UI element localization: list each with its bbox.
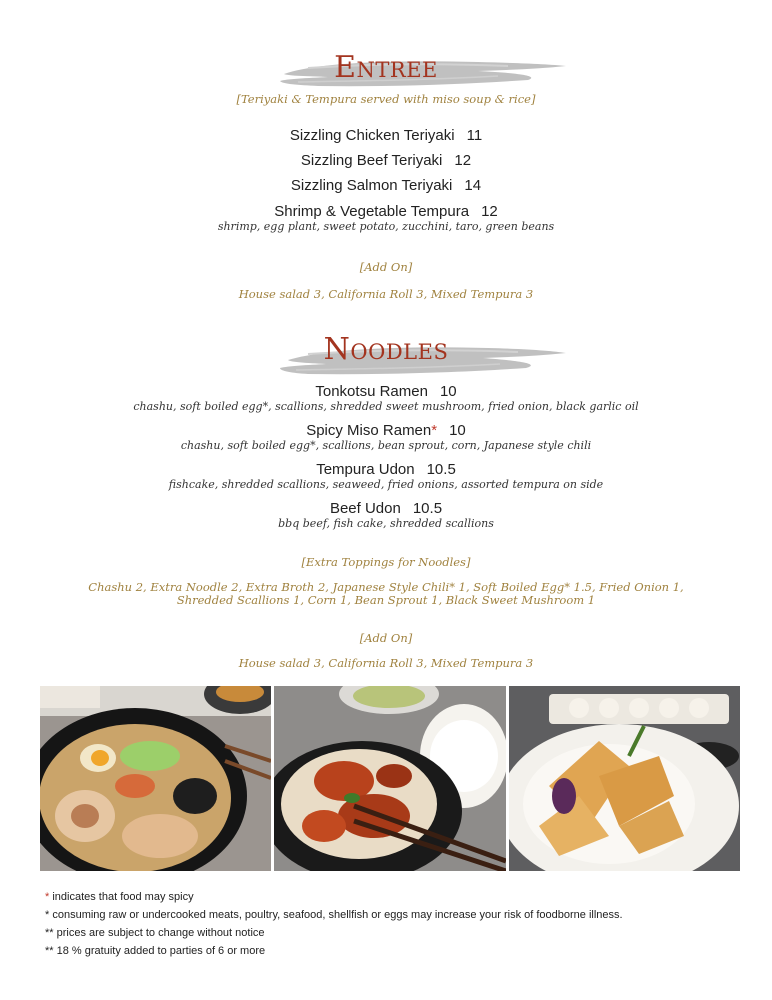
- menu-item: [0, 383, 772, 400]
- item-price: 10.5: [412, 500, 443, 517]
- footer-note-raw: * consuming raw or undercooked meats, poultry, seafood, shellfish or eggs may increase your risk of foodborne illness.: [45, 909, 623, 921]
- toppings-line: Shredded Scallions 1, Corn 1, Bean Sprout 1, Black Sweet Mushroom 1: [176, 593, 596, 607]
- noodles-addon-label: [Add On]: [359, 631, 413, 645]
- footer-text: indicates that food may spicy: [49, 891, 194, 903]
- entree-addon-text: House salad 3, California Roll 3, Mixed Tempura 3: [238, 287, 534, 301]
- tempura-photo: [509, 686, 740, 871]
- toppings-label: [Extra Toppings for Noodles]: [301, 555, 471, 569]
- toppings-line: Chashu 2, Extra Noodle 2, Extra Broth 2, Japanese Style Chili* 1, Soft Boiled Egg* 1.5, Fried Onion 1,: [88, 580, 684, 594]
- item-name: Sizzling Salmon Teriyaki: [290, 177, 453, 194]
- menu-item: [0, 500, 772, 517]
- entree-note: [Teriyaki & Tempura served with miso soup & rice]: [236, 92, 536, 106]
- footer-note-prices: ** prices are subject to change without notice: [45, 927, 265, 939]
- noodles-addon-text: House salad 3, California Roll 3, Mixed Tempura 3: [238, 656, 534, 670]
- item-price: 11: [466, 127, 483, 144]
- menu-item: [0, 177, 772, 194]
- menu-item: [0, 152, 772, 169]
- item-price: 12: [481, 203, 498, 220]
- menu-item: [0, 422, 772, 439]
- menu-item: [0, 203, 772, 220]
- noodles-header: [0, 330, 772, 380]
- entree-header: [0, 48, 772, 98]
- item-price: 10: [439, 383, 457, 400]
- item-price: 14: [464, 177, 482, 194]
- item-price: 10.5: [426, 461, 456, 478]
- teriyaki-photo: [274, 686, 506, 871]
- item-description: shrimp, egg plant, sweet potato, zucchini, taro, green beans: [217, 220, 555, 233]
- spicy-marker: *: [45, 891, 50, 903]
- item-name: Sizzling Beef Teriyaki: [300, 152, 443, 169]
- menu-item: [0, 127, 772, 144]
- ramen-photo: [40, 686, 271, 871]
- item-price: 12: [454, 152, 472, 169]
- footer-note-gratuity: ** 18 % gratuity added to parties of 6 or more: [45, 945, 266, 957]
- item-name: Tempura Udon: [316, 461, 415, 478]
- item-name: Tonkotsu Ramen: [315, 383, 428, 400]
- item-name: Shrimp & Vegetable Tempura: [274, 203, 470, 220]
- item-price: 10: [449, 422, 466, 439]
- item-description: bbq beef, fish cake, shredded scallions: [278, 517, 494, 530]
- footer-note-spicy: [45, 891, 194, 903]
- entree-title: Entree: [334, 50, 438, 85]
- item-description: chashu, soft boiled egg*, scallions, shredded sweet mushroom, fried onion, black garlic oil: [133, 400, 639, 413]
- item-description: fishcake, shredded scallions, seaweed, fried onions, assorted tempura on side: [168, 478, 604, 491]
- noodles-title: Noodles: [323, 332, 449, 367]
- item-name: Spicy Miso Ramen: [306, 422, 432, 439]
- item-description: chashu, soft boiled egg*, scallions, bean sprout, corn, Japanese style chili: [180, 439, 592, 452]
- menu-item: [0, 461, 772, 478]
- entree-addon-label: [Add On]: [359, 260, 413, 274]
- spicy-marker: *: [431, 422, 438, 439]
- item-name: Sizzling Chicken Teriyaki: [289, 127, 455, 144]
- item-name: Beef Udon: [329, 500, 401, 517]
